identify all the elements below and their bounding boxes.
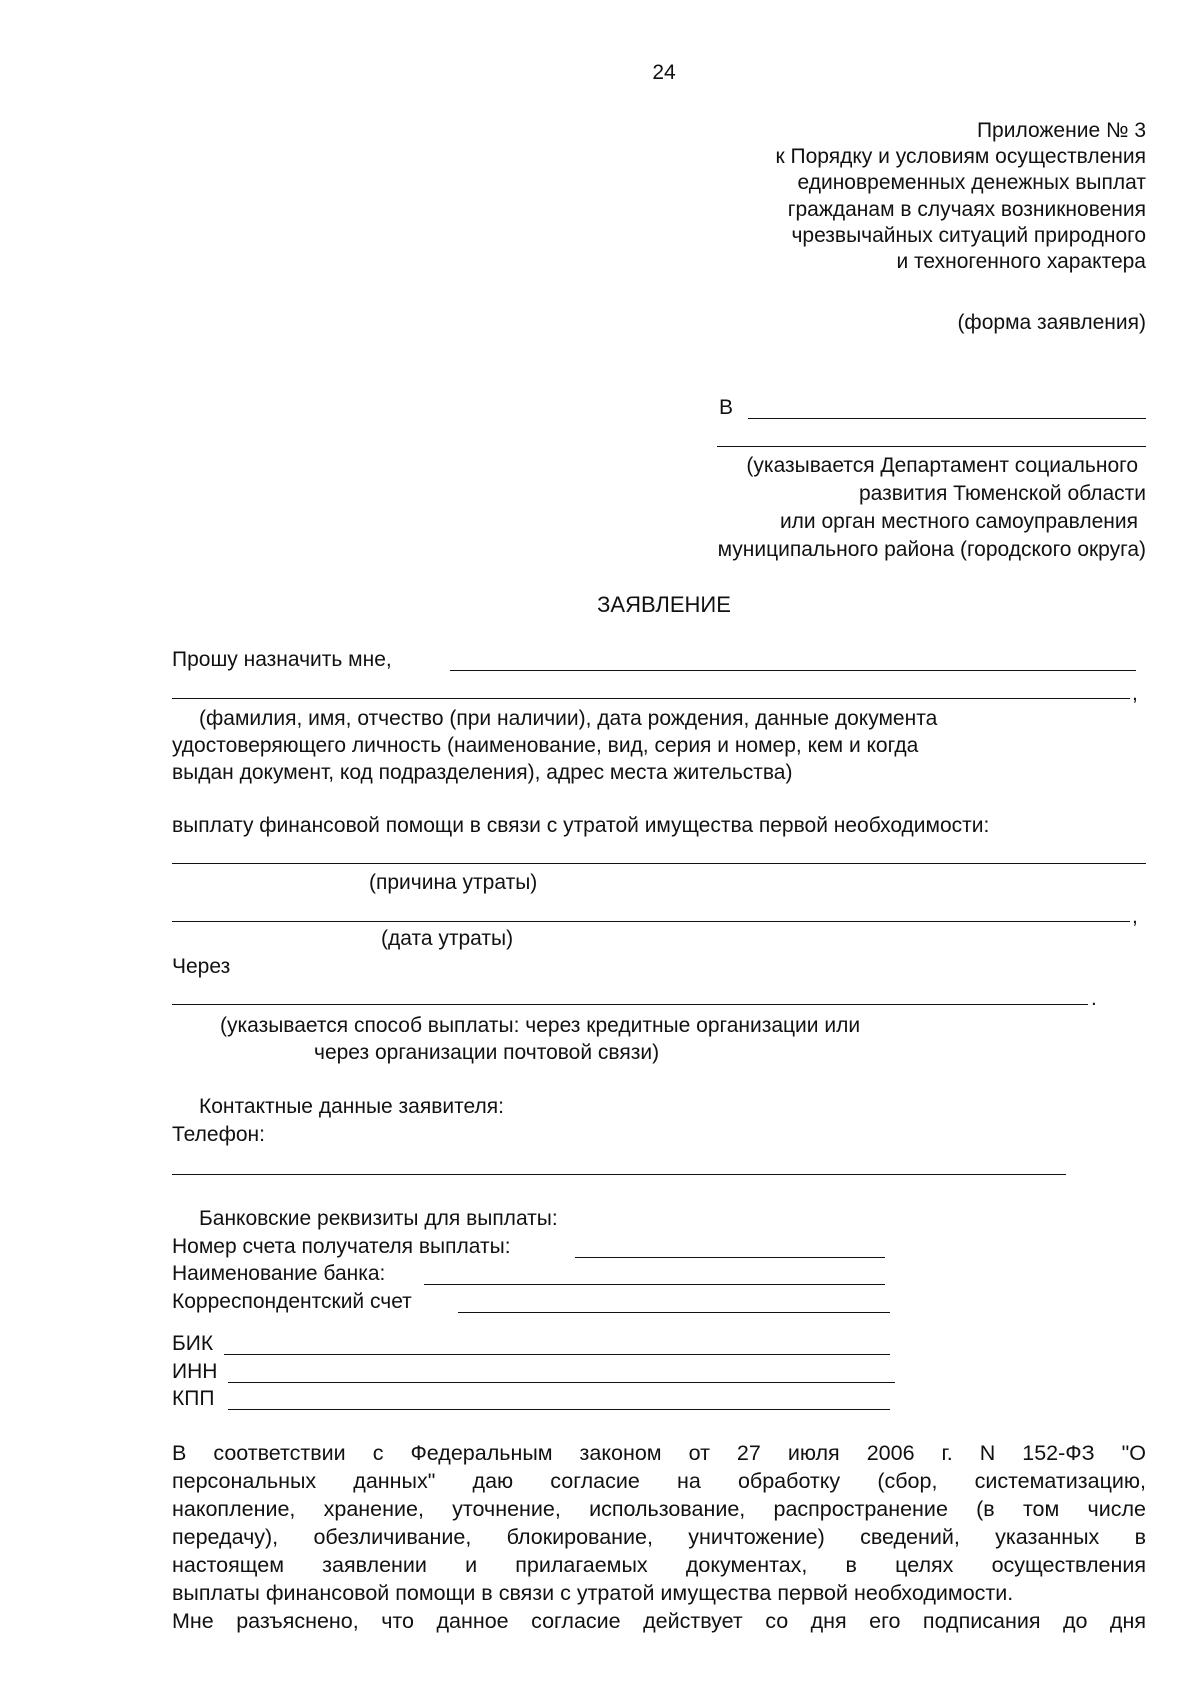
appendix-line: чрезвычайных ситуаций природного: [791, 223, 1146, 247]
full-name-field-line-2[interactable]: [172, 698, 1130, 699]
corr-account-label: Корреспондентский счет: [172, 1290, 412, 1313]
page-number: 24: [652, 61, 676, 84]
loss-date-hint: (дата утраты): [381, 927, 514, 950]
full-name-comma: ,: [1132, 682, 1138, 705]
addressee-field-line-1[interactable]: [748, 418, 1146, 419]
kpp-field-line[interactable]: [228, 1409, 890, 1410]
phone-label: Телефон:: [172, 1123, 265, 1146]
bik-label: БИК: [172, 1332, 214, 1355]
payment-method-hint-line: через организации почтовой связи): [314, 1041, 660, 1064]
request-hint-line: удостоверяющего личность (наименование, вид, серия и номер, кем и когда: [172, 734, 919, 757]
appendix-line: единовременных денежных выплат: [797, 171, 1146, 195]
request-hint-line: (фамилия, имя, отчество (при наличии), дата рождения, данные документа: [199, 707, 938, 730]
bank-name-label: Наименование банка:: [172, 1262, 386, 1285]
consent-line: В соответствии с Федеральным законом от 27 июля 2006 г. N 152-ФЗ "О: [172, 1441, 1146, 1465]
payment-method-period: .: [1091, 987, 1097, 1010]
appendix-header: [776, 118, 1146, 275]
addressee-note-line: муниципального района (городского округа): [717, 538, 1146, 561]
appendix-line: к Порядку и условиям осуществления: [775, 145, 1146, 169]
loss-date-field-line[interactable]: [172, 921, 1130, 922]
consent-line: накопление, хранение, уточнение, использование, распространение (в том числе: [172, 1497, 1146, 1521]
inn-field-line[interactable]: [228, 1382, 895, 1383]
consent-line: выплаты финансовой помощи в связи с утратой имущества первой необходимости.: [172, 1581, 1014, 1605]
appendix-line: Приложение № 3: [976, 119, 1146, 142]
consent-line: Мне разъяснено, что данное согласие действует со дня его подписания до дня: [172, 1609, 1146, 1633]
addressee-note-line: (указывается Департамент социального: [746, 454, 1138, 477]
request-hint-line: выдан документ, код подразделения), адрес места жительства): [172, 761, 793, 784]
consent-line: персональных данных" даю согласие на обработку (сбор, систематизацию,: [172, 1469, 1146, 1493]
addressee-field-line-2[interactable]: [717, 446, 1146, 447]
payment-method-hint-line: (указывается способ выплаты: через кредитные организации или: [220, 1014, 861, 1037]
bank-heading: Банковские реквизиты для выплаты:: [199, 1207, 558, 1230]
phone-field-line[interactable]: [172, 1174, 1066, 1175]
appendix-line: и техногенного характера: [896, 250, 1146, 274]
form-label: (форма заявления): [957, 311, 1146, 334]
full-name-field-line-1[interactable]: [450, 670, 1136, 671]
document-title: ЗАЯВЛЕНИЕ: [597, 592, 731, 617]
kpp-label: КПП: [172, 1387, 215, 1410]
loss-reason-field-line[interactable]: [172, 863, 1146, 864]
payment-via-label: Через: [172, 955, 231, 978]
payment-method-hint: [220, 1012, 860, 1066]
appendix-line: гражданам в случаях возникновения: [787, 197, 1146, 221]
addressee-note-line: или орган местного самоуправления: [779, 510, 1138, 533]
account-label: Номер счета получателя выплаты:: [172, 1235, 511, 1258]
addressee-note-line: развития Тюменской области: [858, 482, 1146, 505]
request-hint: [172, 705, 937, 786]
loss-reason-hint: (причина утраты): [369, 871, 538, 894]
addressee-note: [718, 452, 1146, 564]
consent-line: передачу), обезличивание, блокирование, уничтожение) сведений, указанных в: [172, 1525, 1146, 1549]
bank-name-field-line[interactable]: [424, 1284, 885, 1285]
payment-method-field-line[interactable]: [172, 1004, 1088, 1005]
request-prefix: Прошу назначить мне,: [172, 648, 392, 671]
addressee-to-label: В: [719, 396, 734, 419]
inn-label: ИНН: [172, 1360, 218, 1383]
contacts-heading: Контактные данные заявителя:: [199, 1095, 504, 1118]
bik-field-line[interactable]: [224, 1354, 890, 1355]
payment-text: выплату финансовой помощи в связи с утратой имущества первой необходимости:: [172, 814, 990, 837]
corr-account-field-line[interactable]: [458, 1312, 890, 1313]
loss-date-comma: ,: [1132, 905, 1138, 928]
consent-line: настоящем заявлении и прилагаемых документах, в целях осуществления: [172, 1553, 1146, 1577]
account-field-line[interactable]: [575, 1257, 885, 1258]
